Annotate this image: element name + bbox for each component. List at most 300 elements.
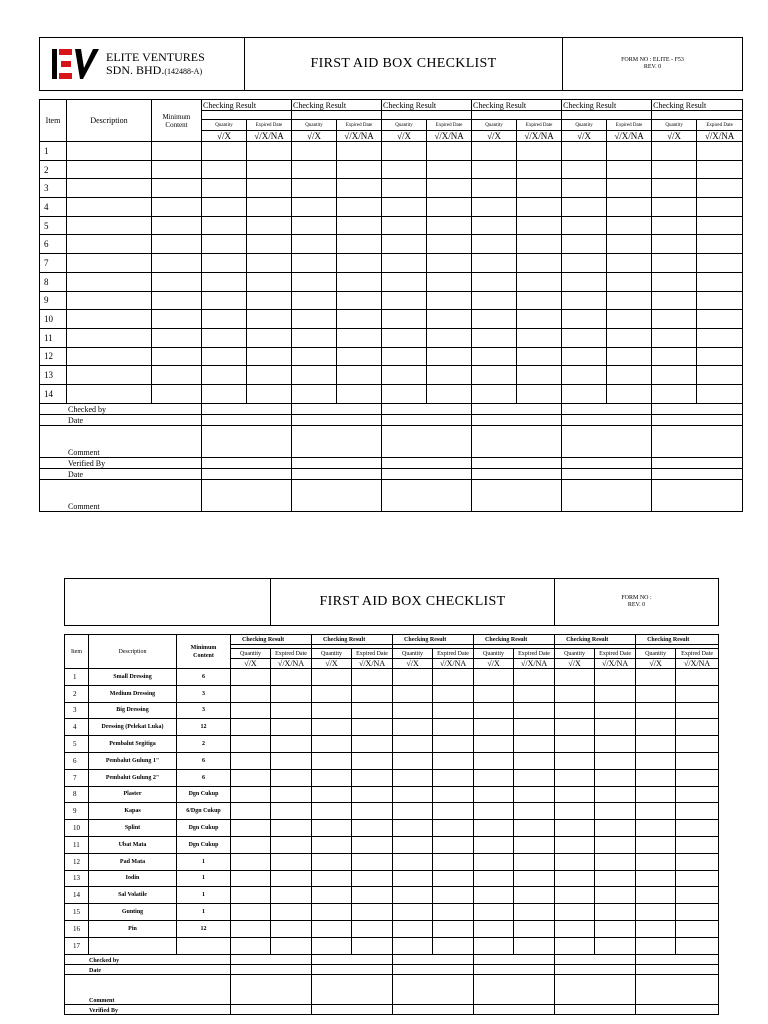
check-cell[interactable] bbox=[562, 254, 607, 273]
check-cell[interactable] bbox=[517, 160, 562, 179]
signature-cell[interactable] bbox=[231, 964, 312, 974]
check-cell[interactable] bbox=[393, 786, 433, 803]
check-cell[interactable] bbox=[562, 160, 607, 179]
check-cell[interactable] bbox=[636, 702, 676, 719]
check-cell[interactable] bbox=[517, 142, 562, 161]
minimum-content-cell[interactable] bbox=[152, 347, 202, 366]
check-cell[interactable] bbox=[595, 803, 636, 820]
check-cell[interactable] bbox=[514, 803, 555, 820]
signature-cell[interactable] bbox=[393, 964, 474, 974]
check-cell[interactable] bbox=[247, 272, 292, 291]
check-cell[interactable] bbox=[337, 310, 382, 329]
check-cell[interactable] bbox=[636, 820, 676, 837]
check-cell[interactable] bbox=[427, 366, 472, 385]
description-cell[interactable]: Pembalut Gulung 2" bbox=[89, 769, 177, 786]
check-cell[interactable] bbox=[202, 328, 247, 347]
check-cell[interactable] bbox=[636, 752, 676, 769]
check-cell[interactable] bbox=[271, 786, 312, 803]
check-cell[interactable] bbox=[607, 254, 652, 273]
check-cell[interactable] bbox=[555, 803, 595, 820]
check-cell[interactable] bbox=[514, 853, 555, 870]
minimum-content-cell[interactable]: 3 bbox=[177, 702, 231, 719]
signature-cell[interactable] bbox=[231, 954, 312, 964]
check-cell[interactable] bbox=[676, 769, 719, 786]
check-cell[interactable] bbox=[352, 937, 393, 954]
check-cell[interactable] bbox=[676, 719, 719, 736]
check-cell[interactable] bbox=[555, 853, 595, 870]
check-cell[interactable] bbox=[393, 769, 433, 786]
description-cell[interactable]: Big Dressing bbox=[89, 702, 177, 719]
description-cell[interactable]: Pembalut Segitiga bbox=[89, 736, 177, 753]
check-cell[interactable] bbox=[636, 937, 676, 954]
check-cell[interactable] bbox=[474, 769, 514, 786]
signature-cell[interactable] bbox=[292, 479, 382, 511]
check-cell[interactable] bbox=[352, 803, 393, 820]
check-cell[interactable] bbox=[352, 870, 393, 887]
check-cell[interactable] bbox=[555, 702, 595, 719]
check-cell[interactable] bbox=[676, 820, 719, 837]
check-cell[interactable] bbox=[555, 836, 595, 853]
check-cell[interactable] bbox=[562, 216, 607, 235]
minimum-content-cell[interactable]: 6 bbox=[177, 769, 231, 786]
signature-cell[interactable] bbox=[562, 425, 652, 457]
check-cell[interactable] bbox=[292, 272, 337, 291]
check-cell[interactable] bbox=[393, 920, 433, 937]
description-cell[interactable]: Splint bbox=[89, 820, 177, 837]
check-cell[interactable] bbox=[433, 920, 474, 937]
signature-cell[interactable] bbox=[393, 954, 474, 964]
check-cell[interactable] bbox=[271, 752, 312, 769]
check-cell[interactable] bbox=[517, 235, 562, 254]
check-cell[interactable] bbox=[337, 235, 382, 254]
signature-cell[interactable] bbox=[472, 425, 562, 457]
minimum-content-cell[interactable] bbox=[152, 384, 202, 403]
check-cell[interactable] bbox=[231, 920, 271, 937]
check-cell[interactable] bbox=[202, 179, 247, 198]
check-cell[interactable] bbox=[202, 235, 247, 254]
check-cell[interactable] bbox=[382, 310, 427, 329]
check-cell[interactable] bbox=[427, 160, 472, 179]
signature-cell[interactable] bbox=[312, 964, 393, 974]
signature-cell[interactable] bbox=[562, 479, 652, 511]
check-cell[interactable] bbox=[607, 142, 652, 161]
check-cell[interactable] bbox=[676, 937, 719, 954]
check-cell[interactable] bbox=[652, 366, 697, 385]
check-cell[interactable] bbox=[312, 736, 352, 753]
check-cell[interactable] bbox=[292, 347, 337, 366]
signature-cell[interactable] bbox=[472, 414, 562, 425]
check-cell[interactable] bbox=[555, 887, 595, 904]
minimum-content-cell[interactable] bbox=[152, 291, 202, 310]
check-cell[interactable] bbox=[312, 937, 352, 954]
check-cell[interactable] bbox=[271, 904, 312, 921]
check-cell[interactable] bbox=[427, 291, 472, 310]
minimum-content-cell[interactable]: 1 bbox=[177, 887, 231, 904]
check-cell[interactable] bbox=[292, 291, 337, 310]
check-cell[interactable] bbox=[676, 887, 719, 904]
check-cell[interactable] bbox=[433, 752, 474, 769]
check-cell[interactable] bbox=[676, 752, 719, 769]
signature-cell[interactable] bbox=[562, 414, 652, 425]
check-cell[interactable] bbox=[292, 216, 337, 235]
check-cell[interactable] bbox=[292, 160, 337, 179]
check-cell[interactable] bbox=[312, 803, 352, 820]
check-cell[interactable] bbox=[676, 803, 719, 820]
check-cell[interactable] bbox=[595, 870, 636, 887]
signature-cell[interactable] bbox=[202, 479, 292, 511]
signature-cell[interactable] bbox=[382, 414, 472, 425]
check-cell[interactable] bbox=[652, 291, 697, 310]
check-cell[interactable] bbox=[652, 160, 697, 179]
check-cell[interactable] bbox=[433, 937, 474, 954]
check-cell[interactable] bbox=[514, 702, 555, 719]
check-cell[interactable] bbox=[393, 803, 433, 820]
check-cell[interactable] bbox=[382, 235, 427, 254]
check-cell[interactable] bbox=[607, 198, 652, 217]
check-cell[interactable] bbox=[636, 685, 676, 702]
check-cell[interactable] bbox=[312, 853, 352, 870]
signature-cell[interactable] bbox=[382, 425, 472, 457]
check-cell[interactable] bbox=[231, 685, 271, 702]
check-cell[interactable] bbox=[562, 142, 607, 161]
check-cell[interactable] bbox=[271, 920, 312, 937]
check-cell[interactable] bbox=[636, 904, 676, 921]
signature-cell[interactable] bbox=[382, 468, 472, 479]
check-cell[interactable] bbox=[312, 786, 352, 803]
check-cell[interactable] bbox=[433, 870, 474, 887]
check-cell[interactable] bbox=[393, 702, 433, 719]
check-cell[interactable] bbox=[231, 803, 271, 820]
check-cell[interactable] bbox=[517, 291, 562, 310]
signature-cell[interactable] bbox=[652, 403, 743, 414]
check-cell[interactable] bbox=[292, 198, 337, 217]
check-cell[interactable] bbox=[595, 669, 636, 686]
minimum-content-cell[interactable] bbox=[152, 310, 202, 329]
signature-cell[interactable] bbox=[636, 1004, 719, 1014]
check-cell[interactable] bbox=[427, 310, 472, 329]
check-cell[interactable] bbox=[352, 836, 393, 853]
check-cell[interactable] bbox=[231, 786, 271, 803]
check-cell[interactable] bbox=[514, 904, 555, 921]
minimum-content-cell[interactable]: 6 bbox=[177, 752, 231, 769]
signature-cell[interactable] bbox=[652, 414, 743, 425]
check-cell[interactable] bbox=[427, 142, 472, 161]
check-cell[interactable] bbox=[427, 235, 472, 254]
description-cell[interactable] bbox=[67, 291, 152, 310]
check-cell[interactable] bbox=[652, 216, 697, 235]
check-cell[interactable] bbox=[595, 752, 636, 769]
check-cell[interactable] bbox=[382, 179, 427, 198]
check-cell[interactable] bbox=[514, 669, 555, 686]
check-cell[interactable] bbox=[202, 216, 247, 235]
description-cell[interactable] bbox=[67, 310, 152, 329]
signature-cell[interactable] bbox=[636, 954, 719, 964]
check-cell[interactable] bbox=[595, 820, 636, 837]
minimum-content-cell[interactable] bbox=[152, 179, 202, 198]
check-cell[interactable] bbox=[607, 160, 652, 179]
check-cell[interactable] bbox=[595, 702, 636, 719]
minimum-content-cell[interactable]: Dgn Cukup bbox=[177, 820, 231, 837]
minimum-content-cell[interactable] bbox=[152, 254, 202, 273]
check-cell[interactable] bbox=[247, 216, 292, 235]
check-cell[interactable] bbox=[676, 685, 719, 702]
check-cell[interactable] bbox=[652, 384, 697, 403]
description-cell[interactable] bbox=[67, 198, 152, 217]
check-cell[interactable] bbox=[393, 870, 433, 887]
check-cell[interactable] bbox=[427, 198, 472, 217]
check-cell[interactable] bbox=[636, 853, 676, 870]
check-cell[interactable] bbox=[474, 685, 514, 702]
description-cell[interactable] bbox=[67, 272, 152, 291]
check-cell[interactable] bbox=[231, 719, 271, 736]
check-cell[interactable] bbox=[393, 820, 433, 837]
check-cell[interactable] bbox=[271, 836, 312, 853]
check-cell[interactable] bbox=[433, 685, 474, 702]
signature-cell[interactable] bbox=[636, 974, 719, 1004]
signature-cell[interactable] bbox=[312, 954, 393, 964]
check-cell[interactable] bbox=[247, 235, 292, 254]
check-cell[interactable] bbox=[337, 142, 382, 161]
description-cell[interactable]: Iodin bbox=[89, 870, 177, 887]
check-cell[interactable] bbox=[271, 887, 312, 904]
check-cell[interactable] bbox=[382, 142, 427, 161]
check-cell[interactable] bbox=[472, 384, 517, 403]
check-cell[interactable] bbox=[427, 179, 472, 198]
minimum-content-cell[interactable] bbox=[152, 235, 202, 254]
check-cell[interactable] bbox=[474, 836, 514, 853]
signature-cell[interactable] bbox=[652, 479, 743, 511]
check-cell[interactable] bbox=[352, 719, 393, 736]
signature-cell[interactable] bbox=[474, 954, 555, 964]
check-cell[interactable] bbox=[433, 820, 474, 837]
check-cell[interactable] bbox=[555, 669, 595, 686]
check-cell[interactable] bbox=[562, 272, 607, 291]
check-cell[interactable] bbox=[697, 235, 743, 254]
check-cell[interactable] bbox=[652, 235, 697, 254]
check-cell[interactable] bbox=[697, 272, 743, 291]
check-cell[interactable] bbox=[652, 142, 697, 161]
check-cell[interactable] bbox=[472, 235, 517, 254]
minimum-content-cell[interactable] bbox=[152, 160, 202, 179]
minimum-content-cell[interactable]: 1 bbox=[177, 853, 231, 870]
check-cell[interactable] bbox=[433, 803, 474, 820]
check-cell[interactable] bbox=[595, 786, 636, 803]
check-cell[interactable] bbox=[247, 179, 292, 198]
description-cell[interactable] bbox=[67, 254, 152, 273]
description-cell[interactable] bbox=[67, 235, 152, 254]
check-cell[interactable] bbox=[202, 347, 247, 366]
check-cell[interactable] bbox=[514, 820, 555, 837]
check-cell[interactable] bbox=[337, 160, 382, 179]
check-cell[interactable] bbox=[382, 272, 427, 291]
check-cell[interactable] bbox=[697, 384, 743, 403]
minimum-content-cell[interactable] bbox=[152, 366, 202, 385]
signature-cell[interactable] bbox=[202, 457, 292, 468]
check-cell[interactable] bbox=[231, 836, 271, 853]
check-cell[interactable] bbox=[312, 820, 352, 837]
check-cell[interactable] bbox=[636, 769, 676, 786]
minimum-content-cell[interactable]: 3 bbox=[177, 685, 231, 702]
check-cell[interactable] bbox=[382, 366, 427, 385]
check-cell[interactable] bbox=[514, 769, 555, 786]
check-cell[interactable] bbox=[595, 904, 636, 921]
check-cell[interactable] bbox=[474, 904, 514, 921]
signature-cell[interactable] bbox=[555, 1004, 636, 1014]
signature-cell[interactable] bbox=[474, 1004, 555, 1014]
check-cell[interactable] bbox=[697, 179, 743, 198]
check-cell[interactable] bbox=[697, 142, 743, 161]
check-cell[interactable] bbox=[312, 836, 352, 853]
check-cell[interactable] bbox=[697, 254, 743, 273]
check-cell[interactable] bbox=[697, 366, 743, 385]
check-cell[interactable] bbox=[514, 685, 555, 702]
description-cell[interactable]: Medium Dressing bbox=[89, 685, 177, 702]
check-cell[interactable] bbox=[202, 142, 247, 161]
check-cell[interactable] bbox=[514, 836, 555, 853]
signature-cell[interactable] bbox=[472, 479, 562, 511]
check-cell[interactable] bbox=[595, 887, 636, 904]
check-cell[interactable] bbox=[472, 179, 517, 198]
check-cell[interactable] bbox=[474, 803, 514, 820]
check-cell[interactable] bbox=[472, 347, 517, 366]
description-cell[interactable]: Pin bbox=[89, 920, 177, 937]
check-cell[interactable] bbox=[474, 920, 514, 937]
check-cell[interactable] bbox=[292, 254, 337, 273]
check-cell[interactable] bbox=[312, 702, 352, 719]
check-cell[interactable] bbox=[474, 786, 514, 803]
check-cell[interactable] bbox=[382, 254, 427, 273]
check-cell[interactable] bbox=[595, 719, 636, 736]
check-cell[interactable] bbox=[697, 291, 743, 310]
check-cell[interactable] bbox=[352, 752, 393, 769]
signature-cell[interactable] bbox=[474, 964, 555, 974]
check-cell[interactable] bbox=[393, 887, 433, 904]
check-cell[interactable] bbox=[555, 904, 595, 921]
check-cell[interactable] bbox=[697, 160, 743, 179]
check-cell[interactable] bbox=[312, 904, 352, 921]
check-cell[interactable] bbox=[474, 752, 514, 769]
check-cell[interactable] bbox=[555, 920, 595, 937]
description-cell[interactable]: Kapas bbox=[89, 803, 177, 820]
check-cell[interactable] bbox=[231, 702, 271, 719]
description-cell[interactable]: Pad Mata bbox=[89, 853, 177, 870]
description-cell[interactable]: Ubat Mata bbox=[89, 836, 177, 853]
check-cell[interactable] bbox=[433, 702, 474, 719]
signature-cell[interactable] bbox=[382, 403, 472, 414]
check-cell[interactable] bbox=[393, 853, 433, 870]
check-cell[interactable] bbox=[636, 736, 676, 753]
check-cell[interactable] bbox=[652, 310, 697, 329]
check-cell[interactable] bbox=[652, 254, 697, 273]
check-cell[interactable] bbox=[337, 254, 382, 273]
signature-cell[interactable] bbox=[474, 974, 555, 1004]
check-cell[interactable] bbox=[247, 254, 292, 273]
signature-cell[interactable] bbox=[562, 468, 652, 479]
check-cell[interactable] bbox=[292, 366, 337, 385]
check-cell[interactable] bbox=[271, 769, 312, 786]
check-cell[interactable] bbox=[517, 272, 562, 291]
check-cell[interactable] bbox=[636, 836, 676, 853]
signature-cell[interactable] bbox=[472, 468, 562, 479]
minimum-content-cell[interactable]: 2 bbox=[177, 736, 231, 753]
check-cell[interactable] bbox=[433, 836, 474, 853]
check-cell[interactable] bbox=[202, 198, 247, 217]
check-cell[interactable] bbox=[337, 272, 382, 291]
check-cell[interactable] bbox=[427, 384, 472, 403]
check-cell[interactable] bbox=[555, 736, 595, 753]
check-cell[interactable] bbox=[474, 719, 514, 736]
signature-cell[interactable] bbox=[231, 1004, 312, 1014]
check-cell[interactable] bbox=[202, 254, 247, 273]
check-cell[interactable] bbox=[555, 752, 595, 769]
check-cell[interactable] bbox=[427, 328, 472, 347]
check-cell[interactable] bbox=[676, 920, 719, 937]
signature-cell[interactable] bbox=[652, 468, 743, 479]
check-cell[interactable] bbox=[636, 803, 676, 820]
signature-cell[interactable] bbox=[652, 425, 743, 457]
check-cell[interactable] bbox=[393, 719, 433, 736]
check-cell[interactable] bbox=[271, 702, 312, 719]
minimum-content-cell[interactable]: Dgn Cukup bbox=[177, 786, 231, 803]
check-cell[interactable] bbox=[607, 291, 652, 310]
check-cell[interactable] bbox=[231, 769, 271, 786]
check-cell[interactable] bbox=[247, 366, 292, 385]
check-cell[interactable] bbox=[202, 310, 247, 329]
check-cell[interactable] bbox=[472, 291, 517, 310]
check-cell[interactable] bbox=[312, 719, 352, 736]
check-cell[interactable] bbox=[337, 366, 382, 385]
check-cell[interactable] bbox=[433, 904, 474, 921]
check-cell[interactable] bbox=[517, 384, 562, 403]
check-cell[interactable] bbox=[271, 820, 312, 837]
check-cell[interactable] bbox=[202, 272, 247, 291]
check-cell[interactable] bbox=[555, 870, 595, 887]
check-cell[interactable] bbox=[271, 870, 312, 887]
check-cell[interactable] bbox=[555, 719, 595, 736]
check-cell[interactable] bbox=[555, 685, 595, 702]
check-cell[interactable] bbox=[595, 769, 636, 786]
check-cell[interactable] bbox=[474, 702, 514, 719]
check-cell[interactable] bbox=[202, 291, 247, 310]
signature-cell[interactable] bbox=[202, 468, 292, 479]
check-cell[interactable] bbox=[474, 736, 514, 753]
check-cell[interactable] bbox=[292, 310, 337, 329]
check-cell[interactable] bbox=[607, 216, 652, 235]
check-cell[interactable] bbox=[433, 769, 474, 786]
check-cell[interactable] bbox=[607, 272, 652, 291]
signature-cell[interactable] bbox=[292, 457, 382, 468]
check-cell[interactable] bbox=[382, 384, 427, 403]
check-cell[interactable] bbox=[562, 366, 607, 385]
signature-cell[interactable] bbox=[393, 974, 474, 1004]
check-cell[interactable] bbox=[472, 254, 517, 273]
signature-cell[interactable] bbox=[555, 954, 636, 964]
check-cell[interactable] bbox=[231, 736, 271, 753]
check-cell[interactable] bbox=[382, 291, 427, 310]
check-cell[interactable] bbox=[517, 254, 562, 273]
check-cell[interactable] bbox=[514, 752, 555, 769]
check-cell[interactable] bbox=[393, 736, 433, 753]
description-cell[interactable] bbox=[89, 937, 177, 954]
check-cell[interactable] bbox=[393, 669, 433, 686]
check-cell[interactable] bbox=[231, 820, 271, 837]
check-cell[interactable] bbox=[271, 853, 312, 870]
check-cell[interactable] bbox=[676, 870, 719, 887]
check-cell[interactable] bbox=[247, 347, 292, 366]
description-cell[interactable]: Pembalut Gulung 1" bbox=[89, 752, 177, 769]
description-cell[interactable]: Plaster bbox=[89, 786, 177, 803]
check-cell[interactable] bbox=[697, 198, 743, 217]
